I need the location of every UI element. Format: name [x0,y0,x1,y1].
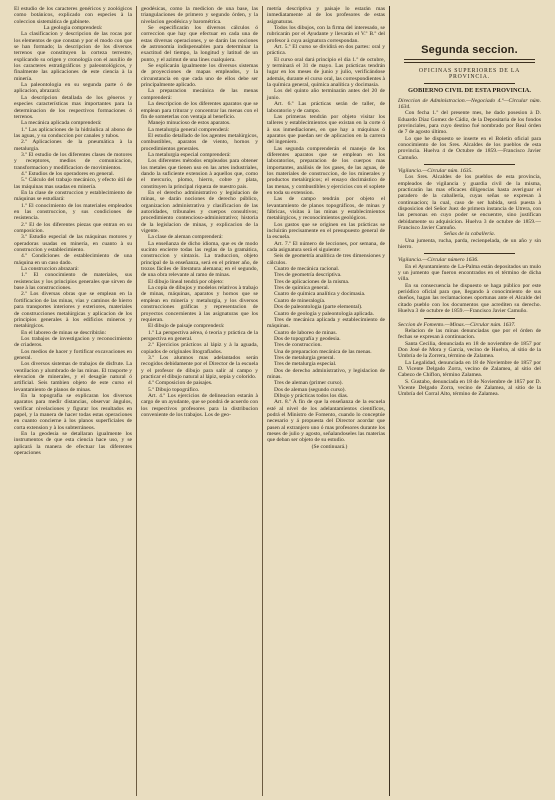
list-item: Dos de topografía y geodesia. [274,335,341,342]
list-item: Tres de mecánica aplicada y establecimiento de máquinas. [267,316,385,330]
list-item: Dos de paleontologia (parte elemental). [274,304,363,311]
paragraph: La preparacion mecánica de las menas comprenderá: [141,88,258,101]
paragraph: La enseñanza de dicho idioma, que es de modo sucinto encierre todas las reglas de la gramática, construccion y sintaxis. La traduccion, objeto principal de la enseñanza, será en el primer año, de trozos fáciles de literatura alemana; en el segundo, de una obra relevante al ramo de minas. [141,240,258,279]
paragraph: La metalurgia general comprenderá: [148,126,230,133]
paragraph: El dibujo lineal tendrá por objeto: [148,278,224,285]
paragraph: Todos los dibujos, con la firma del interesado, se rubricarán por el Ayudante y llevarán el V.º B.º del profesor à cuya asignatura correspondan. [267,25,385,44]
list-item: Cuatro de química analítica y docimasia. [274,291,366,298]
paragraph: La clase de aleman comprenderá: [148,234,223,241]
paragraph: Seis de geometría analítica de tres dimensiones y cálculos. [267,253,385,266]
paragraph: Las segunda comprenderán el manejo de los diferentes aparatos que se emplean en los laboratorios, preparacion de los cuerpos mas importantes, análisis de los gases, de las aguas, de los materiales de construccion, de los minerales y productos metalúrgicos; el ensayo docimástico de las menas, y combustibles y ejercicios con el soplete en toda su extension. [267,145,385,196]
paragraph: 3.º Estudio especial de las máquinas motores y operadoras usadas en minería, en cuanto à su construccion y establecimiento. [14,234,132,254]
subheading: Señas de la caballería. [443,231,496,238]
paragraph: 1.º Las aplicaciones de la hidráulica al abono de las aguas, y su conduccion por canales y tubos. [14,126,132,139]
paragraph: La Legalidad, denunciada en 18 de Noviembre de 1857 por D. Vicente Delgado Zorra, vecino de Zalamea, al sitio del Cabezo de Chiflon, término Zalamea. [398,359,541,379]
list-item: Cuatro de geología y paleontología aplicada. [274,310,375,317]
paragraph: S. Gustabo, denunciada en 18 de Noviembre de 1857 por D. Vicente Delgado Zorra, vecino de Zalamea, al sitio de la Umbría del Corral Alto, término de Zalamea. [398,378,541,398]
paragraph: Los diversos sistemas de trabajos de disfrute. La ventilacion y alumbrado de las minas. El trasporte y elevacion de minerales, y el desagüe natural ó artificial. Seis tambien objeto de este curso el levantamiento de planos de minas. [14,361,132,393]
column-1 [10,6,136,796]
paragraph: Los trabajos de investigacion y reconocimiento de criaderos. [14,335,132,349]
column-2 [136,6,262,796]
double-rule-divider [404,59,535,63]
list-item: Cuatro de mineralogía. [274,297,326,304]
column-4 [389,6,545,796]
paragraph: El curso oral dará principio el dia 1.º de octubre, y terminará el 31 de mayo. Las prácticas tendrán lugar en los meses de junio y julio, verificándose además, durante el curso oral, las correspondientes à la química general, química analítica y docimasia. [267,56,385,89]
divider [424,253,515,254]
paragraph: Los diferentes métodos empleados para obtener los metales que tienen uso en las artes industriales, dando la suficiente extension à aquellos que, como el mercurio, plomo, hierro, cobre y plata, constituyen la principal riqueza de nuestro pais. [141,158,258,190]
paragraph: 2.º El de los diferentes piezas que entran en su composicion. [14,221,132,235]
paragraph: Con fecha 1.º del presente mes, he dado posesion à D. Eduardo Díaz Gomez de Cádiz, de la Depositaria de los fondos provinciales, para cuyo destino fué nombrado por Real órden de 7 de agosto último. [398,110,541,136]
paragraph: Art. 7.º El número de lecciones, por semana, de cada asignatura será el siguiente: [267,240,385,254]
entry-heading: Direccion de Administracion.—Negociado 4.º—Circular núm. 1634. [398,97,541,110]
paragraph: La mecánica aplicada comprenderá: [21,120,102,127]
paragraph: La geologia comprenderá: [43,25,103,32]
paragraph: En la clase de construccion y establecimiento de máquinas se estudiará: [14,189,132,203]
paragraph: geodésicas, como la medicion de una base, las triangulaciones de primero y segundo órden, y la nivelacion geodésica y barométrica. [141,6,258,25]
paragraph: 3.º Los alumnos mas adelantados serán recogidos debidamente por el Director de la escuela y el profesor de dibujo para salir al campo y practicar el dibujo natural al lápiz, sepia y colorido. [141,354,258,380]
offices-heading: OFICINAS SUPERIORES DE LA PROVINCIA. [418,67,521,80]
paragraph: 3.º El estudio de los diferentes clases de motores y receptores, medios de comunicacion, transformacion y modificacion de movimientos. [14,151,132,171]
section-title: Segunda seccion. [421,44,518,56]
list-item: Tres de aplicaciones de la misma. [274,278,350,285]
paragraph: El estudio de los caracteres genéricos y zoológicos como botánicos, explicado con especies à la coleccion sistemática de gabinete. [14,6,132,25]
paragraph: Una jumenta, rucha, parda, recienpelada, de un año y sin hierro. [398,237,541,251]
paragraph: Se explicarán igualmente los diversos sistemas de proyecciones de mapas empleados, y la circunstancia en que cada uno de ellos debe ser principalmente aplicado. [141,63,258,89]
list-item: Dos de derecho administrativo, y legislacion de minas. [267,367,385,380]
paragraph: Relacion de las minas denunciadas que por el órden de fechas se expresan à continuacion. [398,327,541,341]
government-heading: GOBIERNO CIVIL DE ESTA PROVINCIA. [408,87,531,95]
paragraph: Los del quinto año terminarán antes del 20 de junio. [267,88,385,101]
paragraph: 1.º El conocimiento de los materiales empleados en las construccion, y sus condiciones de resistencia. [14,202,132,222]
paragraph: Manejo minucioso de estos aparatos. [148,120,231,127]
paragraph: Las primeras tendrán por objeto visitar los talleres y establecimientos que existan en la corte ó à sus inmediaciones, en que hay a máquinas ó aparatos que puedan ser de aplicacion en la carrera del ingeniero. [267,113,385,146]
list-item: Dibujo y prácticas todos los dias. [274,392,349,399]
paragraph: La descripcion detallada de los géneros y especies características mas importantes para la determinacion de los respectivos formaciones ó terrenos. [14,94,132,120]
paragraph: Los Sres. Alcaldes de los pueblos de esta provincia, empleados de vigilancia y guardia civil de la misma, practicarán las mas eficaces diligencias hasta averiguar el paradero de la caballería, cuyas señas se expresan à continuacion; la cual, caso de ser habida, será puesta à disposicion del Señor Juez de primera instancia de Utrera, con las personas en cuyo poder se encuentre, sino justifican debidamente su adquisicion. Huelva 3 de octubre de 1859.—Francisco Javier Camuño. [398,174,541,232]
paragraph: 1.º El conocimiento de materiales, sus resistencias y los principios generales que sirven de base à las construcciones. [14,272,132,292]
paragraph: 2.º Los diversas obras que se emplean en la fortificacion de las minas, vias y caminos de hierro para transportes interiores y exteriores, materiales de construcciones metalúrgicas y aplicacion de los principios generales à los edificios mineros y metalúrgicos. [14,291,132,330]
column-3 [262,6,389,796]
paragraph: metría descriptiva y paisaje lo estarán mas inmediatamente al de los profesores de estas asignaturas. [267,6,385,25]
paragraph: 4.º Condiciones de establecimiento de una máquina en un caso dado. [14,253,132,266]
paragraph: La descripcion de los diferentes aparatos que se emplean para triturar y concentrar las menas con el fin de someterlas con ventaja al beneficio. [141,101,258,120]
paragraph: El estudio detallado de los agentes metalúrgicos, combustibles, aparatos de viento, hornos y procedimientos generales. [141,132,258,152]
paragraph: 4.º Composicion de paisajes. [148,380,213,387]
continued-note: (Se continuará.) [311,443,348,450]
paragraph: En su consecuencia he dispuesto se haga público por este periódico oficial para que, llegando à conocimiento de sus dueños, hagan las reclamaciones oportunas ante el Alcalde del citado pueblo con los documentos que acrediten su derecho. Huelva 3 de octubre de 1859.—Francisco Javier Camuño. [398,282,541,315]
list-item: Dos de aleman (segundo curso). [274,386,346,393]
paragraph: Se especificarán los diversos cálculos ó correccion que hay que efectuar en cada una de estas diversas operaciones, y se darán las nociones de astronomía indispensables para determinar la exactitud del tiempo, la longitud y latitud de un punto, y el azimut de una lines cualquiera. [141,25,258,63]
list-item: Tres de geometría descriptiva. [274,272,342,279]
paragraph: La clasificacion y descripcion de las rocas por los elementos de que constan y por el modo con que se han formado; la descripcion de los diversos terrenos que constituyen la corteza terrestre, explicando su origen y cronología con el auxilio de los caracteres estratigráficos y paleontológicos, y finalmente las aplicaciones de este ciencia à la minería. [14,31,132,82]
paragraph: La paleontologia en su segunda parte ó de aplicacion, abrazará: [14,82,132,95]
paragraph: Las de campo tendrán por objeto el levantamiento de planos topográficos, de minas y fábricas, visitas à las minas y establecimientos metalúrgicos, y reconocimientos geológicos. [267,196,385,222]
paragraph: 5.º Dibujo topográfico. [148,386,200,393]
paragraph: En la geodesia se detallaran igualmente los instrumentos de que esta ciencia hace uso, y se aplicará la manera de efectuar las diferentes operaciones [14,431,132,457]
paragraph: Art. 6.º Las prácticas serán de taller, de laboratorio y de campo. [267,101,385,114]
divider [424,318,515,319]
paragraph: Art. 5.º El curso se dividirá en dos partes: oral y práctica. [267,44,385,57]
paragraph: En el Ayuntamiento de La-Palma están depositados un mulo y un jumento que fueron encontrados en el término de dicha villa. [398,263,541,283]
paragraph: En la topografia se explicaran los diversos aparatos para medir distancias, observar ángulos, verificar nivelaciones y figurar los resultados en papel, y la manera de hacer todas estas operaciones en cuanto concierne à los planos superficiales de corta extension y à los subterráneos. [14,392,132,431]
paragraph: Art. 4.º Los ejercicios de delineacion estarán à cargo de un ayudante, que se pondrá de acuerdo con los respectivos profesores para la distribucion conveniente de los trabajos. Los de geo- [141,392,258,418]
paragraph: 1.º La perspectiva aérea, ó teoria y práctica de la perspectiva en general. [141,329,258,342]
list-item: Tres de química general. [274,285,330,292]
paragraph: En el laboreo de minas se describirán: [21,329,107,336]
paragraph: En el derecho administrativo y legislacion de minas, se darán nociones de derecho público, organizacion administrativa y clasificacion de las autoridades, tribunales y cuerpos consultivos; procedimiento contencioso-administrativo; historia de la legislacion de minas, y explicacion de la vigente. [141,189,258,235]
list-item: Tres de aleman (primer curso). [274,380,343,387]
entry-heading: Vigilancia.—Circular núm. 1635. [398,167,473,174]
list-item: Cuatro de mecánica racional. [274,266,340,273]
paragraph: La copia de dibujos y modelos relativos à trabajo de minas, máquinas, aparatos y hornos que se emplean en minería y metalurgia, y los diversos construcciones gráficas y representacion de proyectos concernientes à las asignaturas que los requieran. [141,285,258,323]
entry-heading: Vigilancia.—Circular número 1636. [398,257,479,264]
list-item: Tres de metalurgia especial. [274,361,337,368]
paragraph: 4.º Estudios de los operadores en general. [21,170,115,177]
divider [424,164,515,165]
paragraph: El dibujo de paisaje comprenderá: [148,323,225,330]
paragraph: Lo que he dispuesto se inserte en el Boletín oficial para conocimiento de los Sres. Alcaldes de los pueblos de esta provincia. Huelva 4 de Octubre de 1859.—Francisco Javier Camuño. [398,135,541,161]
columns [10,6,547,796]
list-item: Tres de construccion. [274,342,322,349]
paragraph: Santa Cecilia, denunciada en 18 de noviembre de 1857 por Don José de Mora y García, vecino de Huelva, al sitio de la Umbría de la Zorrera, término de Zalamea. [398,340,541,360]
paragraph: Art. 8.º À fin de que la enseñanza de la escuela esté al nivel de los adelantamientos científicos, podrá el Ministro de Fomento, cuando lo conceptúe necesario y á propuesta del Director acordar que pasen al extranjero uno ó mas profesores durante los meses de julio y agosto, señalandoseles las materias que deban ser objeto de su estudio. [267,399,385,444]
paragraph: Los gastos que se originen en las prácticas se incluirán precisamente en el presupuesto general de la escuela. [267,221,385,241]
list-item: Cuatro de laboreo de minas. [274,329,337,336]
paragraph: 2.º Ejercicios prácticos al lápiz y à la aguada, copiados de originales litografiados. [141,342,258,355]
entry-heading: Seccion de Fomento.—Minas.—Circular núm. 1637. [398,321,516,328]
paragraph: 5.º Cálculo del trabajo mecánico, y efecto útil de las máquinas mas usadas en minería. [14,177,132,190]
paragraph: Los medios de hacer y fortificar excavaciones en general. [14,348,132,361]
list-item: Una de preparacion mecánica de las menas. [274,348,372,355]
list-item: Tres de metalurgia general. [274,354,335,361]
paragraph: La construccion abrazará: [21,266,79,273]
paragraph: 2.º Aplicaciones de la pneumática à la metalurgia. [14,139,132,152]
divider [424,83,515,84]
paragraph: La metalurgia especial comprenderá: [148,151,231,158]
